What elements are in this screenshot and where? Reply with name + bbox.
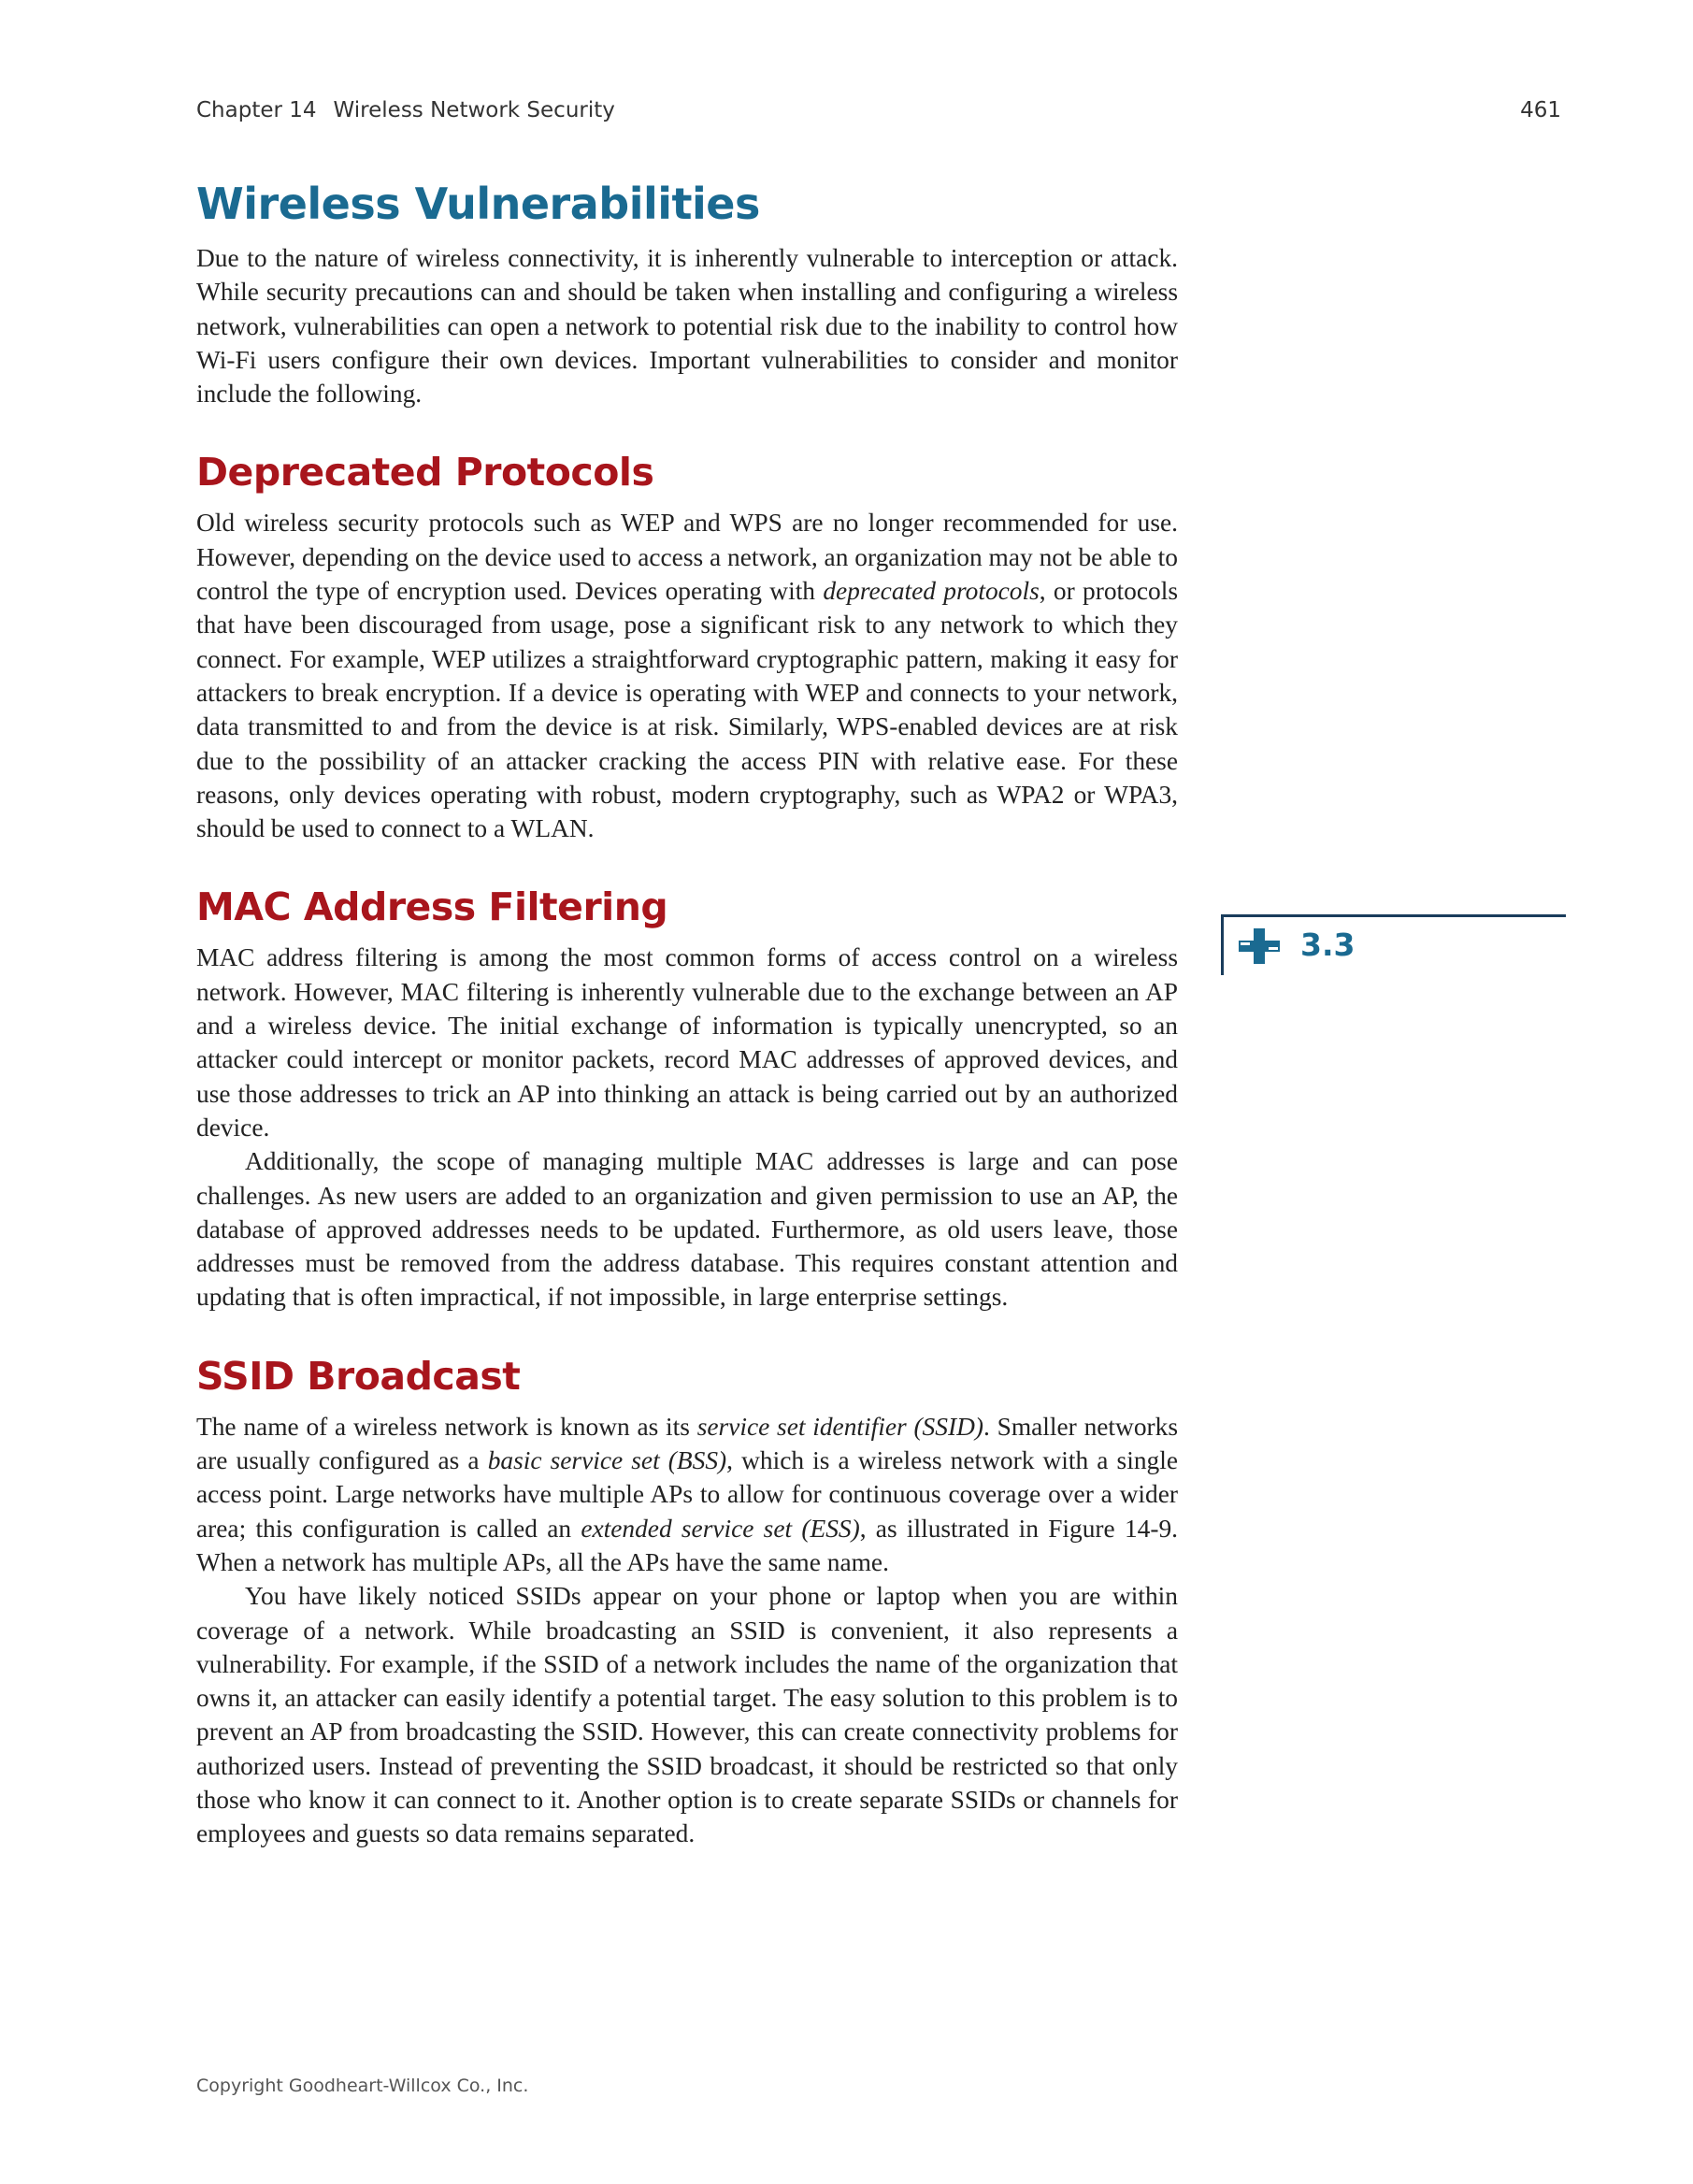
page-number: 461 <box>1520 98 1561 122</box>
running-head-left <box>196 98 615 122</box>
chapter-title: Wireless Network Security <box>333 98 615 122</box>
heading-mac-address-filtering: MAC Address Filtering <box>196 884 668 930</box>
section-title-wireless-vulnerabilities: Wireless Vulnerabilities <box>196 179 760 229</box>
term-ssid: service set identifier (SSID) <box>696 1412 983 1441</box>
heading-ssid-broadcast: SSID Broadcast <box>196 1353 521 1399</box>
ssid-paragraph-2: You have likely noticed SSIDs appear on your phone or laptop when you are within coverage of a network. While broadcasting an SSID is convenient, it also represents a vulnerability. For example, if the SSID of a network includes the name of the organization that owns it, an attacker can easily identify a potential target. The easy solution to this problem is to prevent an AP from broadcasting the SSID. However, this can create connectivity problems for authorized users. Instead of preventing the SSID broadcast, it should be restricted so that only those who know it can connect to it. Another option is to create separate SSIDs or channels for employees and guests so data remains separated. <box>196 1582 1178 1848</box>
page-content <box>196 176 1178 1851</box>
ssid-paragraph-1: The name of a wireless network is known as its service set identifier (SSID). Smaller networks are usually configured as a basic service set (BSS), which is a wireless network with a single access point. Large networks have multiple APs to allow for continuous coverage over a wider area; this configuration is called an extended service set (ESS), as illustrated in Figure 14-9. When a network has multiple APs, all the APs have the same name. <box>196 1412 1179 1576</box>
copyright-footer: Copyright Goodheart-Willcox Co., Inc. <box>196 2076 529 2096</box>
term-deprecated-protocols: deprecated protocols <box>823 577 1040 606</box>
running-head <box>196 98 1561 126</box>
deprecated-paragraph: Old wireless security protocols such as WEP and WPS are no longer recommended for use. However, depending on the device used to access a network, an organization may not be able to control the type of encryption used. Devices operating with deprecated protocols, or protocols that have been discouraged from usage, pose a significant risk to any network to which they connect. For example, WEP utilizes a straightforward cryptographic pattern, making it easy for attackers to break encryption. If a device is operating with WEP and connects to your network, data transmitted to and from the device is at risk. Similarly, WPS-enabled devices are at risk due to the possibility of an attacker cracking the access PIN with relative ease. For these reasons, only devices operating with robust, modern cryptography, such as WPA2 or WPA3, should be used to connect to a WLAN. <box>196 509 1178 843</box>
heading-deprecated-protocols: Deprecated Protocols <box>196 450 654 496</box>
cross-icon <box>1239 928 1280 964</box>
mac-paragraph-1: MAC address filtering is among the most common forms of access control on a wireless network. However, MAC filtering is inherently vulnerable due to the exchange between an AP and a wireless device. The initial exchange of information is typically unencrypted, so an attacker could intercept or monitor packets, record MAC addresses of approved devices, and use those addresses to trick an AP into thinking an attack is being carried out by an authorized device. <box>196 943 1178 1142</box>
chapter-label: Chapter 14 <box>196 98 317 122</box>
term-ess: extended service set (ESS) <box>581 1514 860 1543</box>
mac-paragraph-2: Additionally, the scope of managing multiple MAC addresses is large and can pose challenges. As new users are added to an organization and given permission to use an AP, the database of approved addresses needs to be updated. Furthermore, as old users leave, those addresses must be removed from the address database. This requires constant attention and updating that is often impractical, if not impossible, in large enterprise settings. <box>196 1147 1178 1312</box>
intro-paragraph: Due to the nature of wireless connectivity, it is inherently vulnerable to interception or attack. While security precautions can and should be taken when installing and configuring a wireless network, vulnerabilities can open a network to potential risk due to the inability to control how Wi-Fi users configure their own devices. Important vulnerabilities to consider and monitor include the following. <box>196 244 1178 409</box>
objective-margin-note <box>1221 914 1566 975</box>
objective-number: 3.3 <box>1300 927 1356 963</box>
term-bss: basic service set (BSS) <box>487 1446 727 1475</box>
